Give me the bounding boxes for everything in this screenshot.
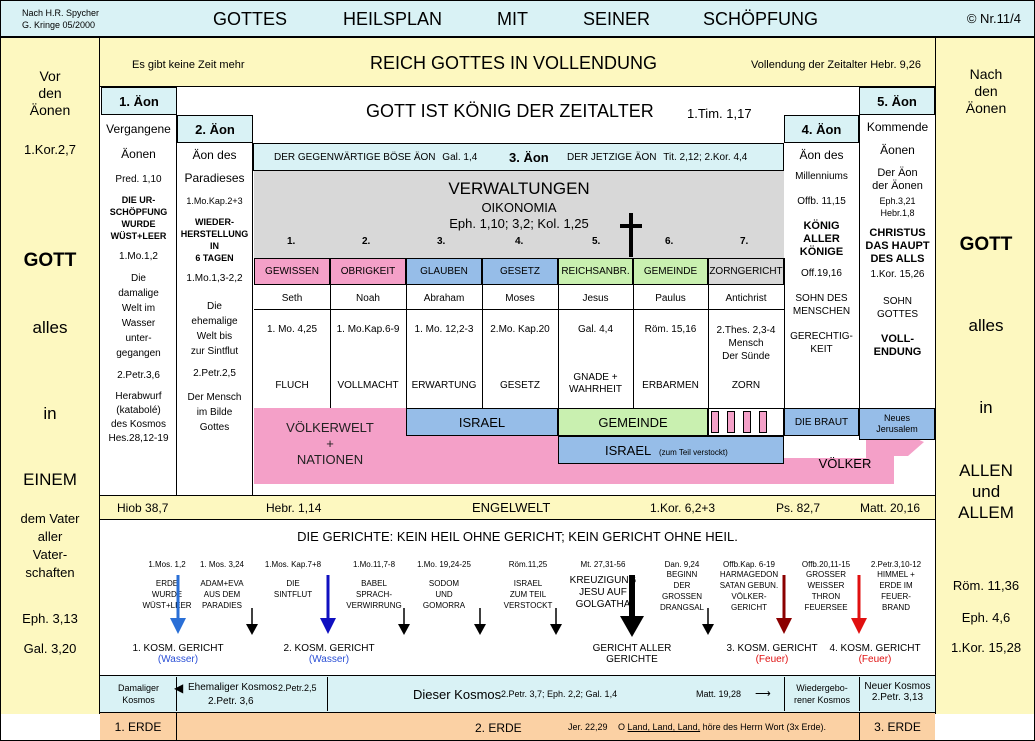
earth-2-quote	[618, 722, 826, 732]
cosmic-judgment-4	[825, 643, 925, 665]
aeon-2-item: 2.Petr.2,5	[193, 368, 236, 379]
right-ref-3: 1.Kor. 15,28	[950, 640, 1022, 655]
dispensation-name: GESETZ	[482, 258, 558, 285]
earth-2-note: (3x Erde).	[786, 722, 827, 732]
left-einem: EINEM	[23, 470, 77, 489]
right-gott: GOTT	[959, 234, 1013, 255]
judgment-text: ADAM+EVA AUS DEM PARADIES	[200, 579, 244, 610]
jerusalem-band: Neues Jerusalem	[859, 408, 935, 440]
kosmos-former-1: Damaliger Kosmos	[101, 677, 177, 711]
aeon-4-item: Offb. 11,15	[797, 196, 846, 207]
earth-2-ref: Jer. 22,29	[568, 722, 608, 732]
gemeinde-band: GEMEINDE	[558, 408, 708, 436]
earth-2	[178, 713, 859, 741]
arrow-down-icon	[320, 575, 336, 634]
judgment-text: ERDE WURDE WÜST+LEER	[142, 579, 192, 610]
judgment-ref: 1. Mos. 3,24	[199, 560, 245, 569]
judgment-text: GROSSER WEISSER THRON FEUERSEE	[804, 570, 848, 612]
left-ref-3: Gal. 3,20	[23, 641, 77, 656]
judgment-text: SODOM UND GOMORRA	[422, 579, 466, 610]
right-allen: ALLEN und ALLEM	[958, 461, 1014, 522]
aeon-3-label: 3. Äon	[509, 150, 549, 165]
angel-row	[100, 496, 935, 520]
dispensation-number: 7.	[740, 236, 749, 247]
aeon-1-label: 1. Äon	[101, 87, 177, 115]
aeon-4-item: Millenniums	[795, 171, 848, 182]
title-word: MIT	[497, 9, 528, 29]
cosmic-judgment-2	[279, 643, 379, 665]
braut-band: DIE BRAUT	[784, 408, 859, 436]
aeon-3-left-text: DER GEGENWÄRTIGE BÖSE ÄON	[274, 152, 436, 163]
judgment-ref: 1.Mos. Kap.7+8	[264, 560, 322, 569]
judgment-arrows	[0, 560, 935, 640]
judgment-ref: Röm.11,25	[508, 560, 548, 569]
person-row-line	[254, 309, 784, 310]
left-ref-2: Eph. 3,13	[22, 611, 78, 626]
aeon-4-item: KÖNIG ALLER KÖNIGE	[799, 220, 844, 258]
dispensation-ref: 2.Mo. Kap.20	[490, 324, 550, 335]
aeon-5-item: Eph.3,21 Hebr.1,8	[879, 196, 916, 218]
arrow-down-icon	[246, 608, 258, 635]
dispensation-result: GESETZ	[499, 380, 540, 391]
wrath-pillars	[708, 408, 784, 436]
aeon-5-item: Der Äon der Äonen	[872, 167, 923, 192]
aeon-1-item: 1.Mo.1,2	[119, 251, 158, 262]
kingdom-band	[100, 38, 935, 86]
arrow-down-icon	[851, 575, 867, 634]
angel-title: ENGELWELT	[472, 500, 551, 515]
kosmos-former-2	[174, 677, 328, 711]
israel-band: ISRAEL	[406, 408, 558, 436]
dispensation-person: Noah	[356, 292, 380, 304]
aeon-2-item: Paradieses	[184, 171, 245, 185]
cosmic-judgment-1	[128, 643, 228, 665]
judgment-ref: 2.Petr.3,10-12	[870, 560, 922, 569]
aeon-2-item: 1.Mo.Kap.2+3	[186, 196, 243, 206]
judgment-text: KREUZIGUNG JESU AUF GOLGATHA	[569, 575, 637, 610]
title-word: SEINER	[583, 9, 651, 29]
aeon-3-header	[253, 143, 784, 171]
aeon-2-item: WIEDER- HERSTELLUNG IN 6 TAGEN	[180, 217, 249, 263]
dispensation-name: ZORNGERICHT	[708, 258, 784, 285]
aeon-4-item: Off.19,16	[801, 268, 842, 279]
angel-ref-3: 1.Kor. 6,2+3	[650, 501, 716, 515]
dispensation-result: ZORN	[731, 380, 761, 391]
judgment-ref: Dan. 9,24	[664, 560, 700, 569]
king-title: GOTT IST KÖNIG DER ZEITALTER	[366, 101, 654, 121]
voelkerwelt-label: VÖLKERWELT + NATIONEN	[286, 420, 374, 467]
aeon-4-item: GERECHTIG- KEIT	[790, 331, 853, 355]
angel-ref-5: Matt. 20,16	[860, 501, 921, 515]
judgment-of-all: GERICHT ALLER GERICHTE	[592, 643, 672, 665]
earth-3: 3. ERDE	[859, 713, 935, 741]
title-word: SCHÖPFUNG	[703, 9, 819, 29]
israel-2-band	[558, 436, 784, 464]
angel-ref-1: Hiob 38,7	[117, 501, 169, 515]
aeon-5-item: SOHN GOTTES	[876, 296, 919, 320]
dispensation-person: Paulus	[655, 292, 686, 304]
author-line-2: G. Kringe 05/2000	[22, 20, 96, 30]
left-in: in	[43, 404, 57, 423]
dispensation-name: OBRIGKEIT	[330, 258, 406, 285]
angel-ref-2: Hebr. 1,14	[266, 501, 322, 515]
arrow-down-icon	[702, 608, 714, 635]
left-vater: dem Vater aller Vater- schaften	[20, 511, 80, 580]
judgment-text: BABEL SPRACH- VERWIRRUNG	[346, 579, 402, 610]
aeon-3-right	[567, 152, 747, 163]
kosmos-former-2-ref-2: 2.Petr. 3,6	[208, 696, 254, 707]
author-line-1: Nach H.R. Spycher	[22, 8, 100, 18]
dispensation-ref: Röm. 15,16	[644, 324, 697, 335]
judgment-ref: 1.Mo.11,7-8	[352, 560, 396, 569]
earth-2-quote-post: höre des Herrn Wort	[702, 722, 784, 732]
aeon-1-item: Pred. 1,10	[115, 174, 162, 185]
cross-icon	[620, 213, 642, 257]
kingdom-right-note: Vollendung der Zeitalter Hebr. 9,26	[750, 59, 921, 71]
aeon-2-item: Der Mensch im Bilde Gottes	[187, 392, 242, 433]
right-margin	[935, 38, 1035, 714]
dispensation-result: VOLLMACHT	[337, 380, 399, 391]
dispensation-result: FLUCH	[275, 380, 309, 391]
kingdom-left-note: Es gibt keine Zeit mehr	[132, 59, 245, 71]
dispensation-person: Antichrist	[725, 292, 767, 304]
aeon-2-item: Die ehemalige Welt bis zur Sintflut	[190, 301, 239, 357]
judgment-ref: Mt. 27,31-56	[580, 560, 626, 569]
aeon-1-item: Äonen	[121, 147, 156, 161]
cosmic-1-label: 1. KOSM. GERICHT	[132, 643, 224, 654]
aeon-2-label: 2. Äon	[177, 115, 253, 143]
dispensation-person: Jesus	[582, 292, 609, 304]
israel-2-label: ISRAEL	[605, 443, 652, 458]
judgment-text: ISRAEL ZUM TEIL VERSTOCKT	[503, 579, 553, 610]
dispensation-name: GEWISSEN	[254, 258, 330, 285]
cosmic-4-label: 4. KOSM. GERICHT	[829, 643, 921, 654]
dispensation-number: 3.	[437, 236, 446, 247]
kingdom-title: REICH GOTTES IN VOLLENDUNG	[370, 53, 658, 73]
cosmic-3-label: 3. KOSM. GERICHT	[726, 643, 818, 654]
aeon-5-item: CHRISTUS DAS HAUPT DES ALLS	[865, 227, 930, 265]
dispensation-result: ERWARTUNG	[411, 380, 477, 391]
right-after-aeons: Nach den Äonen	[965, 66, 1007, 116]
cosmic-2-label: 2. KOSM. GERICHT	[283, 643, 375, 654]
dispensation-name: REICHSANBR.	[558, 258, 633, 285]
aeon-5-item: VOLL- ENDUNG	[873, 333, 922, 358]
judgments-title: DIE GERICHTE: KEIN HEIL OHNE GERICHT; KEIN GERICHT OHNE HEIL.	[297, 529, 738, 544]
israel-2-note: (zum Teil verstockt)	[659, 448, 728, 457]
judgment-text: HARMAGEDON SATAN GEBUN. VÖLKER- GERICHT	[719, 570, 779, 612]
left-alles: alles	[32, 318, 68, 337]
right-ref-2: Eph. 4,6	[961, 610, 1011, 625]
aeon-5-column	[859, 115, 935, 408]
dispensation-ref: 1. Mo.Kap.6-9	[336, 324, 400, 335]
arrow-right-icon: ⟶	[755, 688, 771, 700]
right-ref-1: Röm. 11,36	[952, 578, 1020, 593]
aeon-1-column	[101, 115, 177, 495]
judgment-text: BEGINN DER GROSSEN DRANGSAL	[659, 570, 704, 612]
arrow-down-icon	[776, 575, 792, 634]
aeon-5-item: Äonen	[880, 143, 915, 157]
aeon-2-column	[177, 143, 253, 495]
kosmos-former-2-label: Ehemaliger Kosmos	[188, 682, 278, 693]
aeon-4-item: SOHN DES MENSCHEN	[792, 293, 851, 317]
left-gott: GOTT	[23, 250, 77, 271]
dispensation-result: GNADE + WAHRHEIT	[569, 372, 622, 395]
aeon-3-left-ref: Gal. 1,4	[442, 152, 478, 163]
aeon-2-item: 1.Mo.1,3-2,2	[186, 273, 243, 284]
aeon-1-item: Vergangene	[106, 122, 171, 136]
voelker-label: VÖLKER	[818, 456, 872, 471]
dispensation-ref: 1. Mo. 12,2-3	[414, 324, 474, 335]
title-word: GOTTES	[213, 9, 288, 29]
arrow-left-icon: ◀	[174, 681, 184, 695]
header-bar	[0, 0, 1035, 38]
kosmos-new-ref: 2.Petr. 3,13	[871, 692, 924, 703]
king-ref: 1.Tim. 1,17	[687, 106, 752, 121]
left-ref-1: 1.Kor.2,7	[23, 142, 77, 157]
arrow-down-icon	[398, 608, 410, 635]
dispensation-person: Seth	[281, 292, 303, 304]
judgment-text: HIMMEL + ERDE IM FEUER- BRAND	[877, 570, 915, 612]
left-before-aeons: Vor den Äonen	[29, 68, 71, 118]
aeon-1-item: Herabwurf (katabolé) des Kosmos Hes.28,12-19	[108, 391, 169, 444]
judgment-ref: 1.Mos. 1,2	[148, 560, 186, 569]
earth-2-quote-text: Land, Land, Land,	[627, 722, 701, 732]
cosmic-4-note: (Feuer)	[858, 654, 892, 665]
dispensation-ref: Gal. 4,4	[577, 324, 614, 335]
dispensation-ref: 1. Mo. 4,25	[266, 324, 318, 335]
admin-refs: Eph. 1,10; 3,2; Kol. 1,25	[449, 216, 589, 231]
right-alles: alles	[968, 316, 1004, 335]
cosmic-2-note: (Wasser)	[308, 654, 350, 665]
right-in: in	[979, 398, 993, 417]
kosmos-new-label: Neuer Kosmos	[864, 681, 931, 692]
judgment-ref: Offb.Kap. 6-19	[723, 560, 775, 569]
aeon-1-item: DIE UR- SCHÖPFUNG WURDE WÜST+LEER	[109, 195, 168, 241]
dispensation-name: GEMEINDE	[633, 258, 708, 285]
dispensation-number: 5.	[592, 236, 601, 247]
aeon-4-column	[784, 143, 859, 408]
aeon-1-item: Die damalige Welt im Wasser unter- gegangen	[116, 273, 161, 359]
dispensation-person: Abraham	[423, 292, 465, 304]
aeon-4-item: Äon des	[799, 148, 844, 162]
kosmos-reborn: Wiedergebo- rener Kosmos	[784, 677, 859, 711]
judgment-text: DIE SINTFLUT	[273, 579, 313, 599]
dispensation-number: 2.	[362, 236, 371, 247]
dispensation-number: 6.	[665, 236, 674, 247]
dispensation-ref: 2.Thes. 2,3-4 Mensch Der Sünde	[716, 325, 776, 362]
aeon-3-right-ref: Tit. 2,12; 2.Kor. 4,4	[663, 152, 748, 163]
arrow-down-icon	[474, 608, 486, 635]
dispensation-person: Moses	[505, 292, 535, 304]
arrow-down-icon	[620, 575, 644, 637]
aeon-5-item: Kommende	[866, 120, 929, 134]
judgment-ref: Offb.20,11-15	[801, 560, 851, 569]
arrow-down-icon	[170, 575, 186, 634]
earth-2-quote-prefix: O	[618, 722, 626, 732]
kosmos-current-ref-2: Matt. 19,28	[696, 689, 742, 699]
kosmos-current-label: Dieser Kosmos	[413, 687, 502, 702]
dispensation-name: GLAUBEN	[406, 258, 482, 285]
aeon-4-label: 4. Äon	[784, 115, 859, 143]
aeon-5-item: 1.Kor. 15,26	[870, 269, 925, 280]
aeon-3-right-text: DER JETZIGE ÄON	[567, 152, 657, 163]
aeon-2-item: Äon des	[192, 148, 237, 162]
kosmos-new	[859, 677, 935, 711]
kosmos-current-refs: 2.Petr. 3,7; Eph. 2,2; Gal. 1,4	[501, 689, 618, 699]
admin-title: VERWALTUNGEN	[448, 179, 590, 198]
aeon-3-left	[274, 152, 477, 163]
earth-1: 1. ERDE	[100, 713, 177, 741]
title-word: HEILSPLAN	[343, 9, 443, 29]
arrow-down-icon	[550, 608, 562, 635]
judgment-ref: 1.Mo. 19,24-25	[417, 560, 471, 569]
kosmos-former-2-ref: 2.Petr.2,5	[278, 683, 317, 693]
cosmic-1-note: (Wasser)	[157, 654, 199, 665]
dispensation-result: ERBARMEN	[642, 380, 699, 391]
earth-2-label: 2. ERDE	[475, 721, 522, 735]
dispensation-number: 1.	[287, 236, 296, 247]
angel-ref-4: Ps. 82,7	[776, 501, 821, 515]
cosmic-judgment-3	[722, 643, 822, 665]
aeon-5-label: 5. Äon	[859, 87, 935, 115]
cosmic-3-note: (Feuer)	[755, 654, 789, 665]
doc-number: © Nr.11/4	[966, 11, 1021, 26]
dispensation-number: 4.	[515, 236, 524, 247]
aeon-1-item: 2.Petr.3,6	[117, 370, 160, 381]
admin-subtitle: OIKONOMIA	[481, 200, 557, 215]
kosmos-current	[329, 677, 783, 711]
